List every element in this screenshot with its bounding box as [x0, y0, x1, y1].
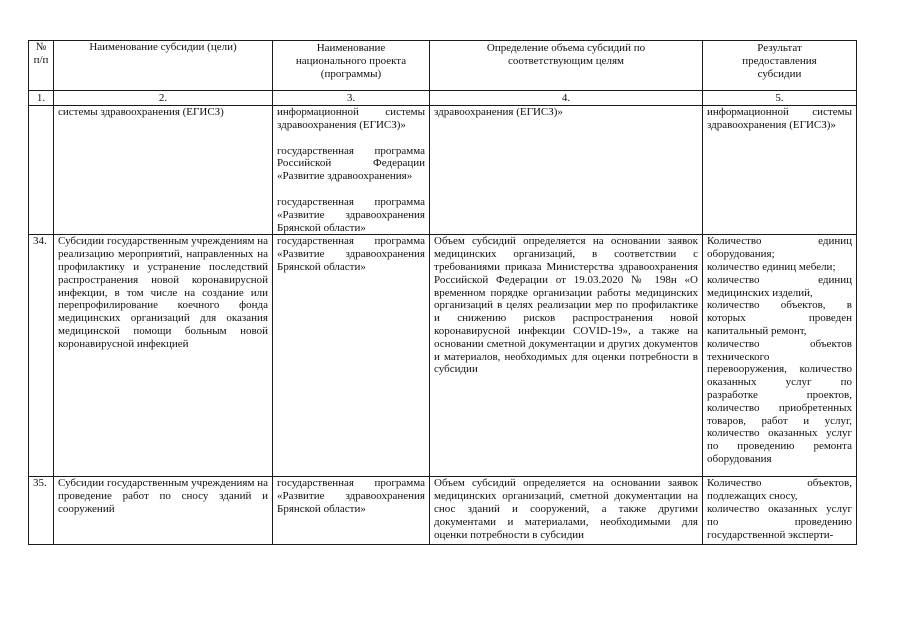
project-paragraph: государственная программа «Развитие здравоохранения Брянской области»: [277, 195, 425, 234]
column-number-row: [29, 91, 857, 106]
project-name-cell: [273, 235, 430, 477]
subsidy-name-cell: Субсидии государственным учреждениям на проведение работ по сносу зданий и сооружений: [54, 477, 273, 545]
table-row: [29, 477, 857, 545]
volume-definition-cell: здравоохранения (ЕГИСЗ)»: [430, 106, 703, 235]
subsidy-name-cell: системы здравоохранения (ЕГИСЗ): [54, 106, 273, 235]
table-row: [29, 235, 857, 477]
project-name-cell: [273, 477, 430, 545]
row-number: 34.: [29, 235, 54, 477]
result-cell: [703, 477, 857, 545]
project-paragraph: государственная программа Российской Федерации «Развитие здравоохранения»: [277, 144, 425, 183]
project-paragraph: государственная программа «Развитие здравоохранения Брянской области»: [277, 477, 425, 515]
table-header-row: [29, 41, 857, 91]
volume-definition-cell: Объем субсидий определяется на основании заявок медицинских организаций, в соответствии с требованиями приказа Министерства здравоохранения Российской Федерации от 19.03.2020 № 198н «О временном порядке организации работы медицинских организаций в целях реализации мер по профилактике и снижению рисков распространения новой коронавирусной инфекции COVID-19», а также на основании сметной документации и других документов и материалов, необходимых для оценки потребности в субсидии: [430, 235, 703, 477]
table-row: [29, 106, 857, 235]
result-line: количество оказанных услуг по проведению государственной эксперти-: [707, 502, 852, 541]
header-volume-definition: Определение объема субсидий по соответствующим целям: [430, 41, 703, 91]
result-line: Количество единиц оборудования;: [707, 235, 852, 261]
project-paragraph: государственная программа «Развитие здравоохранения Брянской области»: [277, 235, 425, 273]
header-result: Результат предоставления субсидии: [703, 41, 857, 91]
header-subsidy-name: Наименование субсидии (цели): [54, 41, 273, 91]
volume-definition-cell: Объем субсидий определяется на основании заявок медицинских организаций, сметной документации на снос зданий и сооружений, а также другими документами и материалами, необходимыми для оценки потребности в субсидии: [430, 477, 703, 545]
document-page: [28, 40, 856, 545]
column-number-2: 2.: [54, 91, 273, 106]
column-number-1: 1.: [29, 91, 54, 106]
result-line: количество единиц медицинских изделий,: [707, 273, 852, 299]
result-line: количество объектов, в которых проведен капитальный ремонт,: [707, 299, 852, 337]
result-line: Количество объектов, подлежащих сносу,: [707, 477, 852, 503]
result-cell: информационной системы здравоохранения (ЕГИСЗ)»: [703, 106, 857, 235]
subsidy-name-cell: Субсидии государственным учреждениям на реализацию мероприятий, направленных на профилактику и устранение последствий распространения новой коронавирусной инфекции, в том числе на создание или перепрофилирование коечного фонда медицинских организаций для оказания медицинской помощи больным новой коронавирусной инфекцией: [54, 235, 273, 477]
row-number: [29, 106, 54, 235]
column-number-5: 5.: [703, 91, 857, 106]
column-number-4: 4.: [430, 91, 703, 106]
row-number: 35.: [29, 477, 54, 545]
header-number: № п/п: [29, 41, 54, 91]
result-cell: [703, 235, 857, 477]
result-line: количество единиц мебели;: [707, 260, 836, 273]
project-paragraph: информационной системы здравоохранения (ЕГИСЗ)»: [277, 106, 425, 131]
result-line: количество объектов технического перевооружения, количество оказанных услуг по разработке проектов, количество приобретенных товаров, работ и услуг, количество оказанных услуг по проведению ремонта оборудования: [707, 337, 852, 465]
header-project-name: Наименование национального проекта (программы): [273, 41, 430, 91]
column-number-3: 3.: [273, 91, 430, 106]
subsidies-table: [28, 40, 857, 545]
project-name-cell: [273, 106, 430, 235]
